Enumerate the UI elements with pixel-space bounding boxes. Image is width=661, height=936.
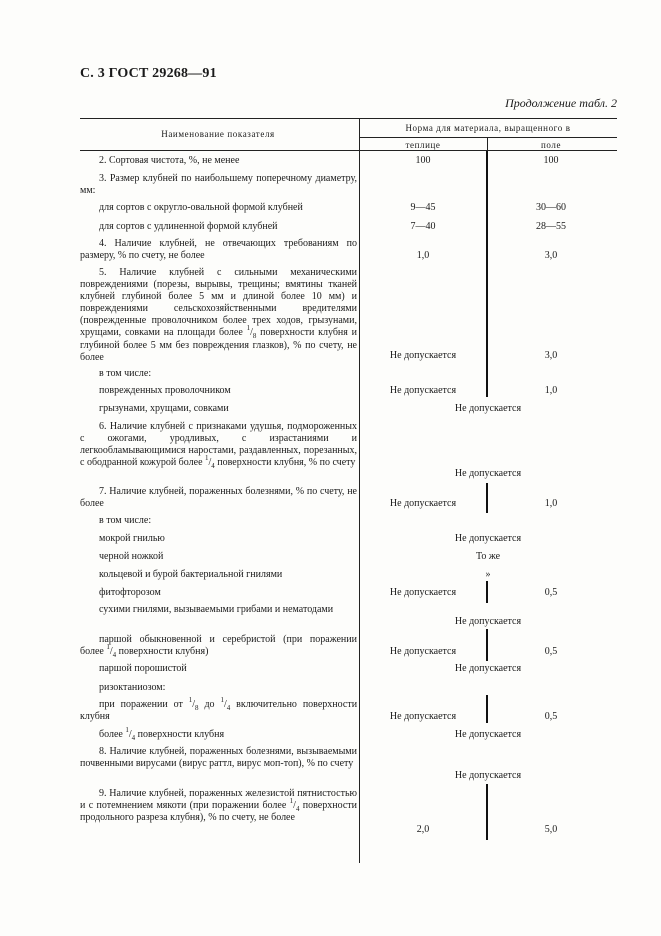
- header-indicator: Наименование показателя: [161, 129, 275, 139]
- table-row-text: ризоктаниозом:: [99, 682, 166, 693]
- fraction-numerator: 1: [125, 725, 129, 734]
- row-text-part: поверхности клубня, % по счету: [217, 457, 356, 469]
- table-cell-field: 0,5: [544, 587, 558, 598]
- table-cell-greenhouse: 100: [415, 155, 431, 166]
- row-text-part: паршой обыкновенной и серебристой (при поражении более: [80, 634, 357, 658]
- fraction: $^1/_4$: [289, 796, 300, 814]
- table-row-text: [80, 725, 357, 742]
- fraction-numerator: 1: [220, 695, 224, 704]
- column-separator: [486, 784, 488, 840]
- table-cell-field: 30—60: [536, 202, 566, 213]
- fraction-numerator: 1: [106, 642, 110, 651]
- table-row-text: для сортов с удлиненной формой клубней: [99, 221, 278, 232]
- row-text-part: поверхности клубня и глубиной более 5 мм без повреждения глазков), % по счету, не более: [80, 327, 358, 363]
- table-row-text: для сортов с округло-овальной формой клубней: [99, 202, 303, 213]
- table-row-text: мокрой гнилью: [99, 533, 165, 544]
- header-field: поле: [540, 140, 562, 150]
- table-cell-merged: Не допускается: [454, 616, 522, 627]
- fraction-numerator: 1: [246, 324, 251, 333]
- table-row-text: [80, 634, 357, 658]
- fraction: $^1/_4$: [205, 453, 215, 471]
- table-cell-greenhouse: Не допускается: [389, 498, 457, 509]
- table-cell-greenhouse: Не допускается: [389, 711, 457, 722]
- fraction-denominator: 4: [131, 734, 136, 742]
- table-cell-field: 1,0: [544, 385, 558, 396]
- table-cell-greenhouse: Не допускается: [389, 350, 457, 361]
- table-row-text: в том числе:: [99, 368, 152, 379]
- table-cell-merged: Не допускается: [454, 770, 522, 781]
- row-text-part: 6. Наличие клубней с признаками удушья, подмороженных с ожогами, уродливых, с израстаниями и легкообламывающимися наростами, раздавленных, порезанных, с ободранной кожурой более: [80, 421, 357, 469]
- row-text-part: поверхности клубня): [118, 646, 209, 658]
- fraction-denominator: 4: [226, 704, 231, 712]
- fraction-numerator: 1: [289, 796, 294, 805]
- table-row-text: паршой порошистой: [99, 663, 187, 674]
- row-text-part: 5. Наличие клубней с сильными механическими повреждениями (порезы, вырывы, трещины; вмятины тканей клубней глубиной более 5 мм и длиной более 10 мм) и повреждениями сельскохозяйственными вредителями (поврежденные проволочником более трех ходов, грызунами, хрущами, совками на площади более: [80, 267, 357, 339]
- table-cell-merged: »: [485, 569, 491, 580]
- table-row-text: 3. Размер клубней по наибольшему поперечному диаметру, мм:: [80, 173, 357, 197]
- row-text-part: поверхности продольного разреза клубня), % по счету, не более: [80, 800, 358, 824]
- table-cell-greenhouse: 9—45: [410, 202, 436, 213]
- table-row-text: кольцевой и бурой бактериальной гнилями: [99, 569, 283, 580]
- table-top-border: [80, 118, 617, 119]
- column-separator: [486, 629, 488, 661]
- column-separator: [486, 483, 488, 513]
- table-cell-greenhouse: Не допускается: [389, 385, 457, 396]
- table-cell-field: 100: [543, 155, 559, 166]
- fraction-denominator: 8: [195, 704, 199, 712]
- table-row-text: фитофторозом: [99, 587, 161, 598]
- fraction-denominator: 4: [295, 805, 300, 814]
- row-text-part: 9. Наличие клубней, пораженных железистой пятнистостью и с потемнением мякоти (при поражении более: [80, 788, 357, 812]
- table-row-text: [80, 695, 358, 723]
- fraction-numerator: 1: [205, 453, 209, 462]
- table-cell-merged: Не допускается: [454, 533, 522, 544]
- table-cell-field: 0,5: [544, 711, 558, 722]
- column-separator: [486, 695, 488, 723]
- table-cell-field: 28—55: [536, 221, 566, 232]
- fraction: $^1/_8$: [188, 695, 199, 712]
- table-cell-greenhouse: 2,0: [416, 824, 430, 835]
- row-text-part: включительно поверхности клубня: [80, 699, 358, 723]
- table-row-text: 7. Наличие клубней, пораженных болезнями, % по счету, не более: [80, 486, 357, 510]
- fraction-numerator: 1: [188, 695, 193, 704]
- header-bottom-border: [80, 150, 617, 151]
- table-row-text: 4. Наличие клубней, не отвечающих требованиям по размеру, % по счету, не более: [80, 238, 357, 262]
- column-separator: [486, 581, 488, 603]
- table-row-text: 8. Наличие клубней, пораженных болезнями, вызываемыми почвенными вирусами (вирус раттл, вирус моп-топ), % по счету: [80, 746, 357, 770]
- fraction: $^1/_4$: [220, 695, 231, 712]
- table-cell-merged: Не допускается: [454, 729, 522, 740]
- table-cell-field: 3,0: [544, 350, 558, 361]
- row-text-part: до: [204, 699, 215, 710]
- fraction-denominator: 8: [252, 332, 257, 341]
- table-row-text: сухими гнилями, вызываемыми грибами и нематодами: [99, 604, 334, 615]
- header-subdivider: [359, 137, 617, 138]
- table-cell-field: 0,5: [544, 646, 558, 657]
- table-cell-field: 5,0: [544, 824, 558, 835]
- table-row-text: в том числе:: [99, 515, 152, 526]
- fraction-denominator: 4: [211, 462, 215, 471]
- table-row-text: [80, 421, 357, 469]
- table-row-text: поврежденных проволочником: [99, 385, 231, 396]
- table-cell-merged: Не допускается: [454, 663, 522, 674]
- table-cell-greenhouse: 7—40: [410, 221, 436, 232]
- table-cell-greenhouse: Не допускается: [389, 646, 457, 657]
- table-cell-greenhouse: Не допускается: [389, 587, 457, 598]
- fraction: $^1/_4$: [125, 725, 136, 742]
- table-cell-merged: То же: [475, 551, 501, 562]
- header-greenhouse: теплице: [405, 140, 441, 150]
- table-cell-merged: Не допускается: [454, 468, 522, 479]
- table-row-text: [80, 267, 357, 364]
- greenhouse-field-header-divider: [487, 137, 488, 150]
- fraction: $^1/_8$: [246, 324, 257, 341]
- table-cell-greenhouse: 1,0: [416, 250, 430, 261]
- column-separator: [486, 151, 488, 397]
- row-text-part: при поражении от: [99, 699, 183, 710]
- table-row-text: грызунами, хрущами, совками: [99, 403, 229, 414]
- page-title: С. 3 ГОСТ 29268—91: [80, 66, 217, 81]
- table-row-text: черной ножкой: [99, 551, 164, 562]
- fraction-denominator: 4: [112, 651, 117, 660]
- fraction: $^1/_4$: [106, 642, 117, 660]
- table-row-text: 2. Сортовая чистота, %, не менее: [99, 155, 240, 166]
- table-cell-field: 3,0: [544, 250, 558, 261]
- table-cell-field: 1,0: [544, 498, 558, 509]
- table-continuation-label: Продолжение табл. 2: [505, 96, 617, 110]
- table-row-text: [80, 788, 357, 824]
- row-text-part: более: [99, 729, 123, 740]
- header-norm: Норма для материала, выращенного в: [405, 123, 571, 133]
- table-cell-merged: Не допускается: [454, 403, 522, 414]
- row-text-part: поверхности клубня: [137, 729, 225, 740]
